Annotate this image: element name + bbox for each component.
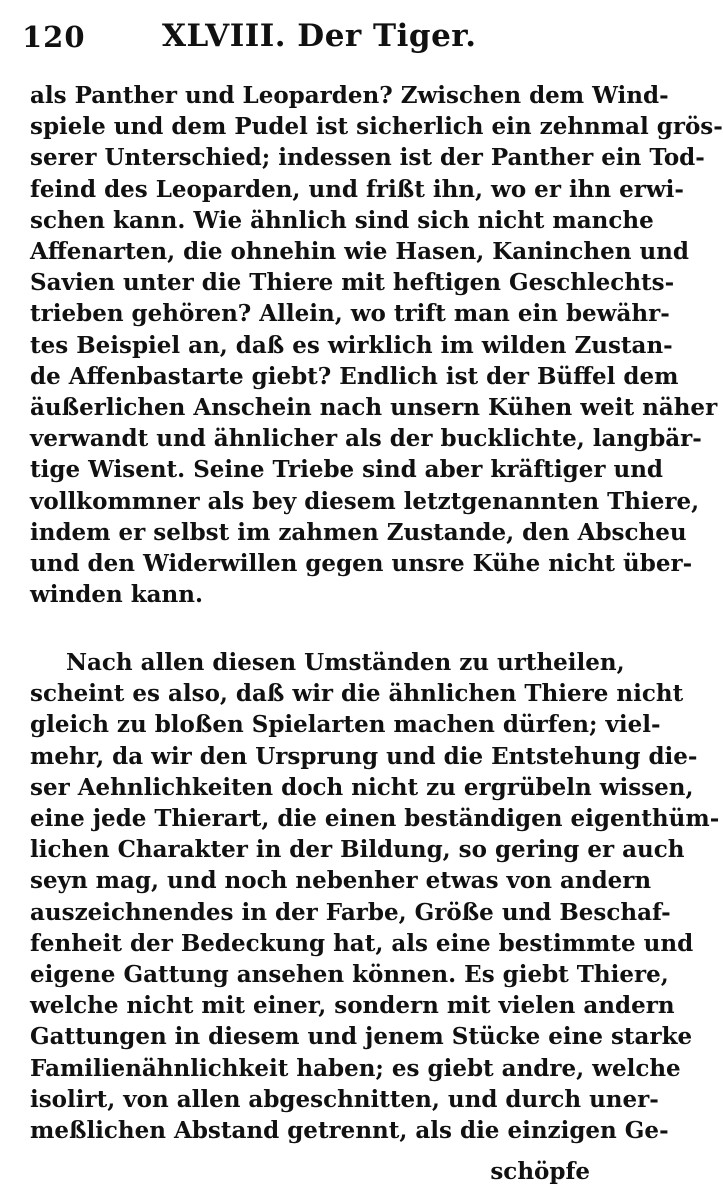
- text-line: tes Beispiel an, daß es wirklich im wilden Zustan-: [30, 331, 673, 359]
- text-line: seyn mag, und noch nebenher etwas von andern: [30, 867, 652, 895]
- text-line: Nach allen diesen Umständen zu urtheilen,: [66, 649, 625, 676]
- text-line: welche nicht mit einer, sondern mit vielen andern: [30, 992, 675, 1020]
- paragraph-1: [30, 80, 723, 610]
- text-line: Savien unter die Thiere mit heftigen Geschlechts-: [30, 269, 675, 297]
- page-number: 120: [22, 20, 86, 54]
- text-line: äußerlichen Anschein nach unsern Kühen weit näher: [30, 394, 718, 422]
- text-line: winden kann.: [30, 581, 203, 609]
- text-line: Familienähnlichkeit haben; es giebt andre, welche: [30, 1054, 681, 1082]
- text-line: fenheit der Bedeckung hat, als eine bestimmte und: [30, 929, 694, 957]
- text-line: schen kann. Wie ähnlich sind sich nicht manche: [30, 206, 654, 234]
- text-line: de Affenbastarte giebt? Endlich ist der Büffel dem: [30, 362, 679, 390]
- text-line: verwandt und ähnlicher als der bucklichte, langbär-: [30, 425, 702, 453]
- text-line: tige Wisent. Seine Triebe sind aber kräftiger und: [30, 456, 664, 484]
- text-line: feind des Leoparden, und frißt ihn, wo er ihn erwi-: [30, 175, 684, 203]
- text-line: indem er selbst im zahmen Zustande, den Abscheu: [30, 518, 687, 546]
- text-line: auszeichnendes in der Farbe, Größe und Beschaf-: [30, 898, 671, 926]
- paragraph-2: [30, 647, 720, 1146]
- running-title: XLVIII. Der Tiger.: [162, 18, 477, 54]
- text-line: Gattungen in diesem und jenem Stücke eine starke: [30, 1023, 693, 1051]
- text-line: trieben gehören? Allein, wo trift man ein bewähr-: [30, 300, 670, 328]
- text-line: ser Aehnlichkeiten doch nicht zu ergrübeln wissen,: [30, 773, 694, 801]
- text-line: und den Widerwillen gegen unsre Kühe nicht über-: [30, 550, 693, 578]
- text-line: vollkommner als bey diesem letztgenannten Thiere,: [30, 487, 700, 515]
- text-line: Affenarten, die ohnehin wie Hasen, Kaninchen und: [30, 238, 689, 266]
- text-line: als Panther und Leoparden? Zwischen dem Wind-: [30, 82, 669, 109]
- catchword: schöpfe: [490, 1158, 590, 1185]
- text-line: meßlichen Abstand getrennt, als die einzigen Ge-: [30, 1117, 669, 1145]
- text-line: gleich zu bloßen Spielarten machen dürfen; viel-: [30, 711, 661, 739]
- text-line: eigene Gattung ansehen können. Es giebt Thiere,: [30, 961, 669, 989]
- text-line: serer Unterschied; indessen ist der Panther ein Tod-: [30, 144, 705, 172]
- text-line: spiele und dem Pudel ist sicherlich ein zehnmal grös-: [30, 113, 723, 141]
- text-line: eine jede Thierart, die einen beständigen eigenthüm-: [30, 805, 720, 833]
- page-header: [22, 18, 584, 58]
- text-line: scheint es also, daß wir die ähnlichen Thiere nicht: [30, 680, 684, 708]
- text-line: lichen Charakter in der Bildung, so gering er auch: [30, 836, 685, 864]
- text-line: isolirt, von allen abgeschnitten, und durch uner-: [30, 1085, 659, 1113]
- text-line: mehr, da wir den Ursprung und die Entstehung die-: [30, 742, 698, 770]
